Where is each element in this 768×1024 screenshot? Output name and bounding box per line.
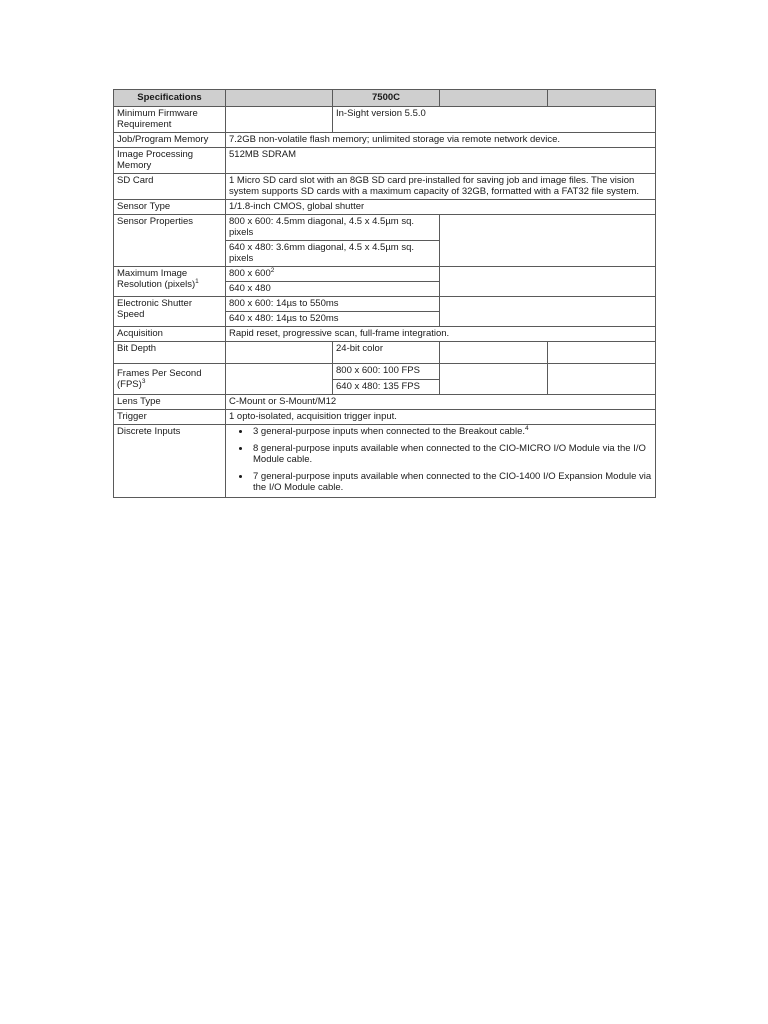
row-value: 1 opto-isolated, acquisition trigger input. [226,410,656,425]
header-empty [226,90,333,107]
row-label: Sensor Type [114,200,226,215]
empty-cell [226,107,333,133]
table-row [114,410,656,425]
table-row [114,297,656,312]
row-value: 640 x 480: 14µs to 520ms [226,312,440,327]
row-label: Sensor Properties [114,215,226,267]
row-value [226,425,656,498]
row-label: SD Card [114,174,226,200]
row-value: 24-bit color [333,342,440,364]
empty-cell [548,342,656,364]
row-value: C-Mount or S-Mount/M12 [226,395,656,410]
row-label: Job/Program Memory [114,133,226,148]
header-model: 7500C [333,90,440,107]
label-text: Maximum Image Resolution (pixels) [117,268,196,290]
table-row [114,174,656,200]
header-specifications: Specifications [114,90,226,107]
list-item: • 7 general-purpose inputs available when connected to the CIO-1400 I/O Expansion Module via the I/O Module cable. [251,471,652,493]
row-label: Discrete Inputs [114,425,226,498]
table-row [114,133,656,148]
empty-cell [226,342,333,364]
row-label: Image Processing Memory [114,148,226,174]
row-value: 800 x 600: 14µs to 550ms [226,297,440,312]
empty-cell [440,364,548,395]
table-row [114,425,656,498]
table-row [114,200,656,215]
empty-cell [440,215,656,267]
header-empty [440,90,548,107]
row-value: 640 x 480: 3.6mm diagonal, 4.5 x 4.5µm sq. pixels [226,241,440,267]
row-value: 800 x 600: 100 FPS [333,364,440,380]
footnote-marker: 4 [525,424,529,432]
row-value: 512MB SDRAM [226,148,656,174]
table-row [114,267,656,282]
row-value: 1 Micro SD card slot with an 8GB SD card pre-installed for saving job and image files. The vision system supports SD cards with a maximum capacity of 32GB, formatted with a FAT32 file system. [226,174,656,200]
row-value [226,267,440,282]
footnote-marker: 2 [270,266,275,274]
footnote-marker: 3 [141,377,146,385]
empty-cell [440,297,656,327]
table-row [114,148,656,174]
table-row [114,327,656,342]
row-value: In-Sight version 5.5.0 [333,107,656,133]
row-value: 800 x 600: 4.5mm diagonal, 4.5 x 4.5µm sq. pixels [226,215,440,241]
row-label [114,364,226,395]
value-text: 800 x 600 [229,268,271,279]
header-empty [548,90,656,107]
list-item: • 8 general-purpose inputs available when connected to the CIO-MICRO I/O Module via the I/O Module cable. [251,443,652,465]
table-row [114,107,656,133]
table-row [114,395,656,410]
footnote-marker: 1 [195,277,199,285]
row-label: Minimum Firmware Requirement [114,107,226,133]
row-value: 7.2GB non-volatile flash memory; unlimited storage via remote network device. [226,133,656,148]
specifications-table [113,89,656,498]
table-row [114,364,656,380]
empty-cell [226,364,333,395]
list-item-text: 3 general-purpose inputs when connected to the Breakout cable. [253,426,525,437]
row-label: Lens Type [114,395,226,410]
empty-cell [440,342,548,364]
empty-cell [440,267,656,297]
row-value: 640 x 480 [226,282,440,297]
label-text: Frames Per Second (FPS) [117,367,202,390]
list-item [251,426,652,437]
row-label: Electronic Shutter Speed [114,297,226,327]
table-row [114,215,656,241]
empty-cell [548,364,656,395]
row-value: Rapid reset, progressive scan, full-frame integration. [226,327,656,342]
row-value: 640 x 480: 135 FPS [333,380,440,395]
row-label [114,267,226,297]
discrete-inputs-list [229,426,652,495]
header-row [114,90,656,107]
row-label: Acquisition [114,327,226,342]
row-label: Trigger [114,410,226,425]
row-value: 1/1.8-inch CMOS, global shutter [226,200,656,215]
row-label: Bit Depth [114,342,226,364]
table-row [114,342,656,364]
